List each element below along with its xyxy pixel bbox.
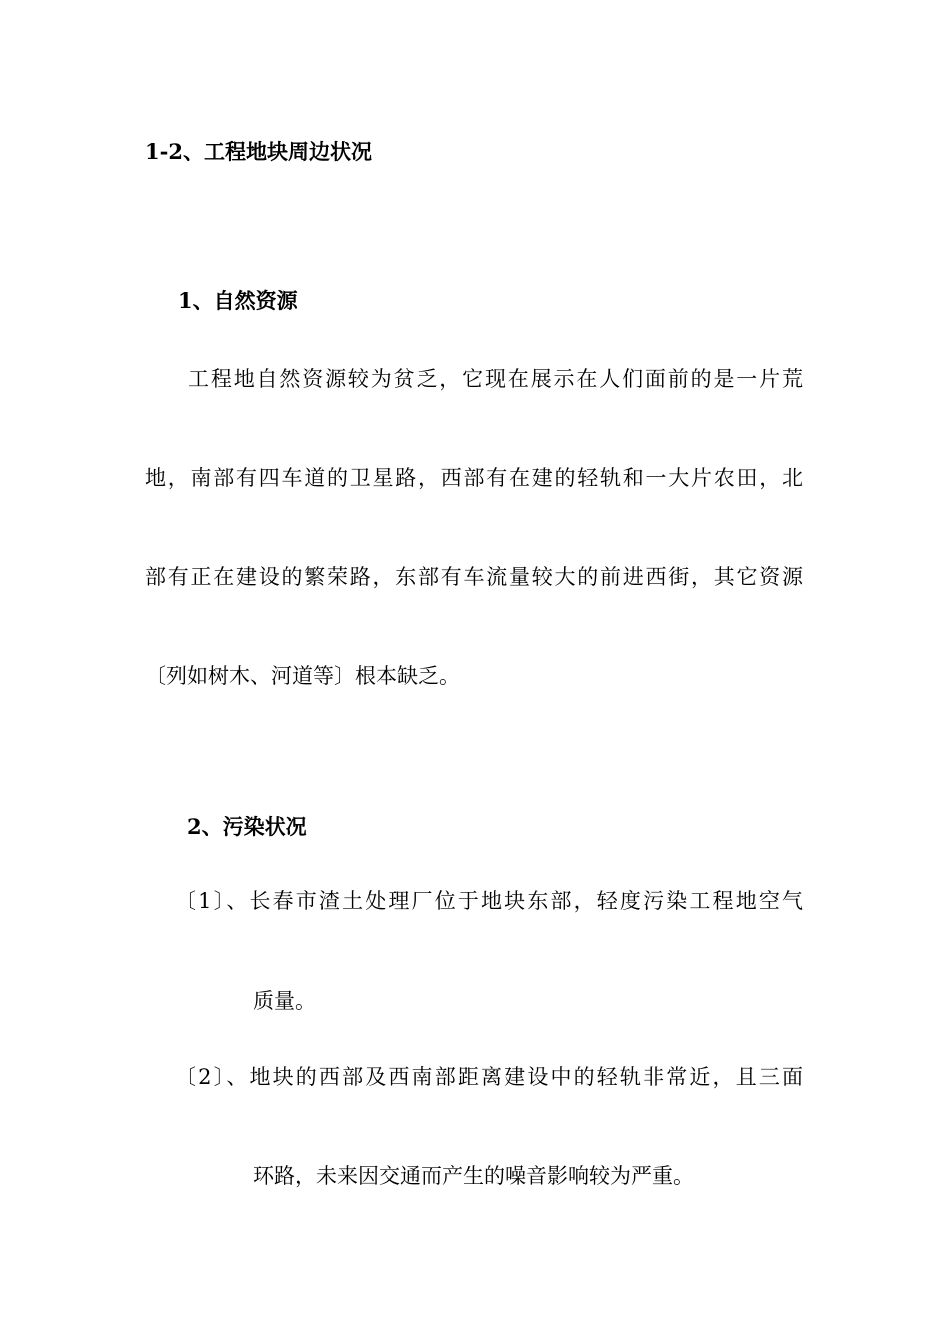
list-item-continuation: 环路，未来因交通而产生的噪音影响较为严重。 (253, 1164, 694, 1188)
paragraph-line: 部有正在建设的繁荣路，东部有车流量较大的前进西街，其它资源 (145, 565, 803, 589)
pollution-heading: 2、污染状况 (187, 814, 307, 839)
paragraph-line: 工程地自然资源较为贫乏，它现在展示在人们面前的是一片荒 (188, 367, 803, 391)
list-item-line: 〔2〕、地块的西部及西南部距离建设中的轻轨非常近，且三面 (175, 1065, 803, 1089)
paragraph-line: 地，南部有四车道的卫星路，西部有在建的轻轨和一大片农田，北 (145, 466, 803, 490)
section-title: 1-2、工程地块周边状况 (145, 139, 372, 164)
natural-resources-heading: 1、自然资源 (178, 288, 298, 313)
paragraph-line: 〔列如树木、河道等〕根本缺乏。 (145, 664, 460, 688)
list-item-continuation: 质量。 (253, 989, 316, 1013)
list-item-line: 〔1〕、长春市渣土处理厂位于地块东部，轻度污染工程地空气 (175, 889, 803, 913)
